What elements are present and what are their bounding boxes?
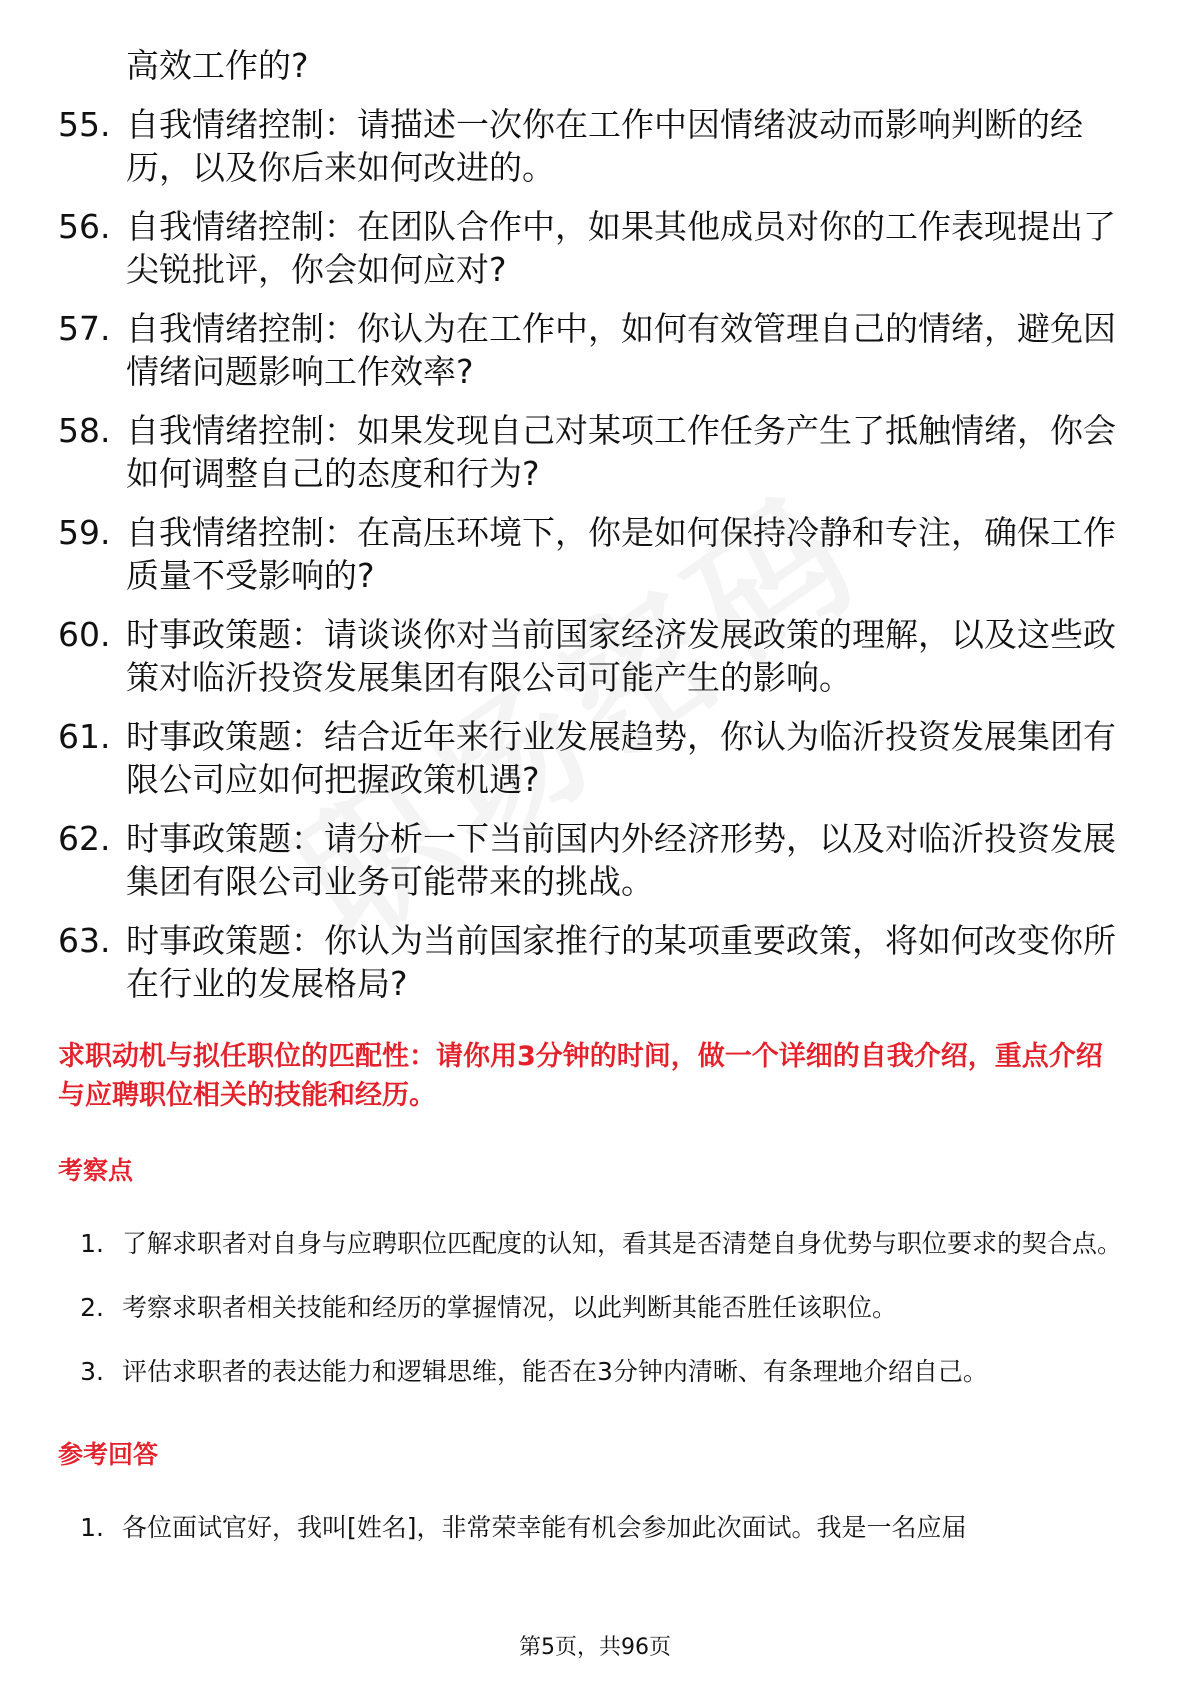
- list-item: [58, 1345, 1128, 1399]
- list-item: [58, 1281, 1128, 1335]
- question-item: [58, 307, 1128, 393]
- question-text: 自我情绪控制：你认为在工作中，如何有效管理自己的情绪，避免因情绪问题影响工作效率?: [126, 309, 1116, 391]
- section-title: 求职动机与拟任职位的匹配性：请你用3分钟的时间，做一个详细的自我介绍，重点介绍与应聘职位相关的技能和经历。: [58, 1041, 1103, 1111]
- list-number: 1.: [80, 1513, 104, 1542]
- list-text: 考察求职者相关技能和经历的掌握情况，以此判断其能否胜任该职位。: [122, 1293, 898, 1322]
- exam-points-title: 考察点: [58, 1156, 134, 1185]
- question-continued: [58, 44, 1128, 87]
- question-number: 56.: [58, 207, 111, 246]
- question-item: [58, 817, 1128, 903]
- question-item: [58, 409, 1128, 495]
- question-text: 自我情绪控制：在高压环境下，你是如何保持冷静和专注，确保工作质量不受影响的?: [126, 513, 1116, 595]
- question-number: 59.: [58, 513, 111, 552]
- reference-answer-title: 参考回答: [58, 1440, 159, 1469]
- question-text: 时事政策题：你认为当前国家推行的某项重要政策，将如何改变你所在行业的发展格局?: [126, 921, 1116, 1003]
- question-item: [58, 613, 1128, 699]
- list-text: 评估求职者的表达能力和逻辑思维，能否在3分钟内清晰、有条理地介绍自己。: [122, 1357, 988, 1386]
- reference-answer-list: [58, 1501, 1128, 1555]
- question-item: [58, 103, 1128, 189]
- question-text: 时事政策题：请分析一下当前国内外经济形势，以及对临沂投资发展集团有限公司业务可能带来的挑战。: [126, 819, 1116, 901]
- question-number: 60.: [58, 615, 111, 654]
- question-item: [58, 919, 1128, 1005]
- list-text: 各位面试官好，我叫[姓名]，非常荣幸能有机会参加此次面试。我是一名应届: [122, 1513, 967, 1542]
- page-content: [58, 44, 1128, 1565]
- page-footer: 第5页，共96页: [519, 1635, 671, 1660]
- question-text: 自我情绪控制：在团队合作中，如果其他成员对你的工作表现提出了尖锐批评，你会如何应对?: [126, 207, 1116, 289]
- question-text: 高效工作的?: [126, 46, 309, 85]
- question-number: 57.: [58, 309, 111, 348]
- question-item: [58, 205, 1128, 291]
- list-number: 1.: [80, 1229, 104, 1258]
- question-number: 62.: [58, 819, 111, 858]
- question-item: [58, 511, 1128, 597]
- question-text: 时事政策题：请谈谈你对当前国家经济发展政策的理解，以及这些政策对临沂投资发展集团有限公司可能产生的影响。: [126, 615, 1116, 697]
- question-number: 63.: [58, 921, 111, 960]
- list-item: [58, 1217, 1128, 1271]
- list-item: [58, 1501, 1128, 1555]
- question-text: 时事政策题：结合近年来行业发展趋势，你认为临沂投资发展集团有限公司应如何把握政策机遇?: [126, 717, 1116, 799]
- list-number: 3.: [80, 1357, 104, 1386]
- question-item: [58, 715, 1128, 801]
- exam-points-list: [58, 1217, 1128, 1399]
- question-number: 55.: [58, 105, 111, 144]
- question-number: 61.: [58, 717, 111, 756]
- question-number: 58.: [58, 411, 111, 450]
- list-number: 2.: [80, 1293, 104, 1322]
- question-text: 自我情绪控制：如果发现自己对某项工作任务产生了抵触情绪，你会如何调整自己的态度和行为?: [126, 411, 1116, 493]
- list-text: 了解求职者对自身与应聘职位匹配度的认知，看其是否清楚自身优势与职位要求的契合点。: [122, 1229, 1123, 1258]
- question-text: 自我情绪控制：请描述一次你在工作中因情绪波动而影响判断的经历，以及你后来如何改进的。: [126, 105, 1083, 187]
